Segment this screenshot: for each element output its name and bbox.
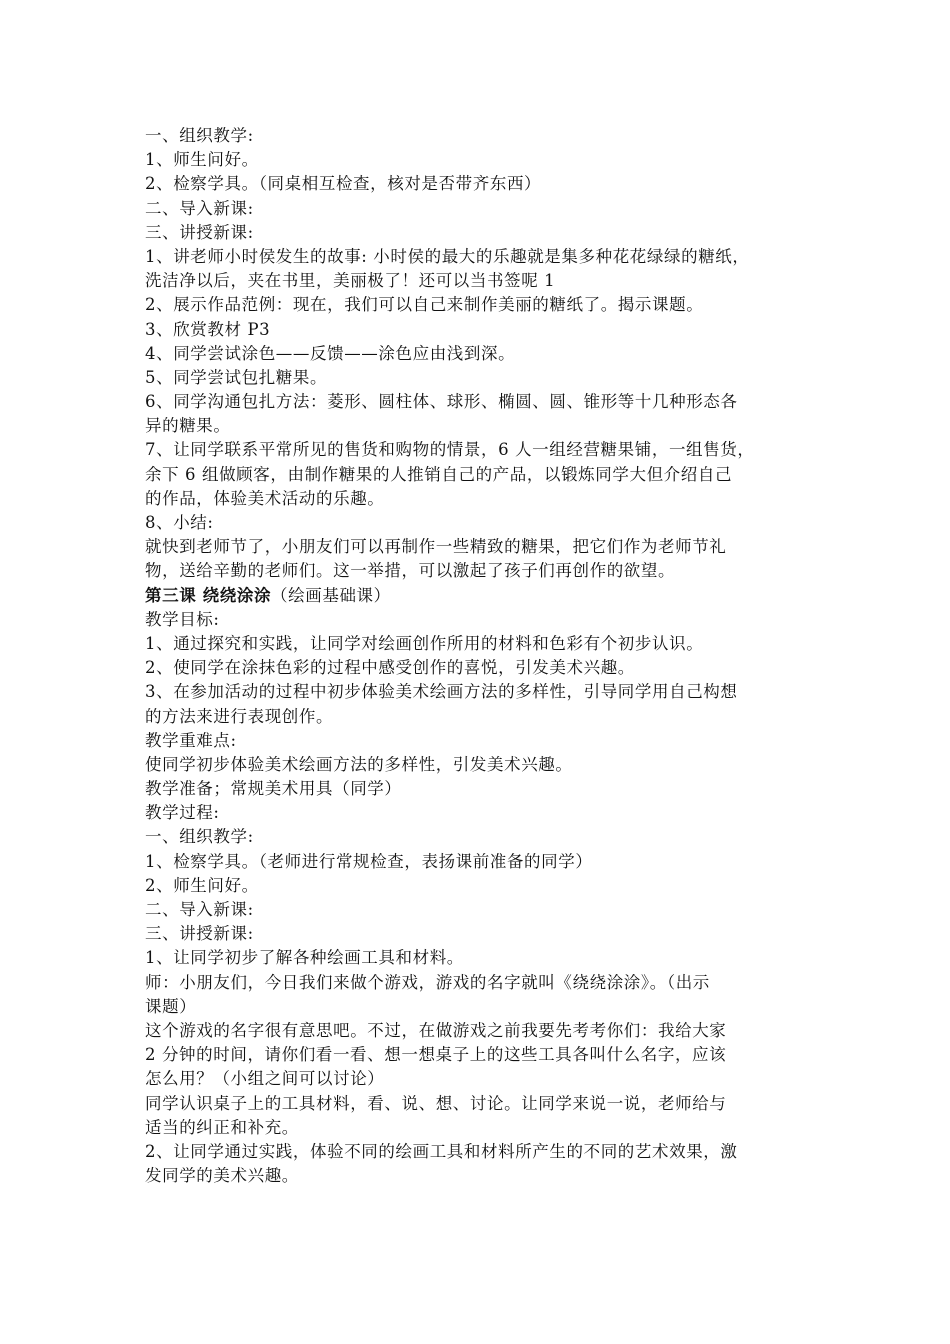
text-line: 2、师生问好。	[145, 875, 259, 895]
text-line: 的方法来进行表现创作。	[145, 706, 334, 726]
lesson-subtitle: （绘画基础课）	[271, 585, 391, 605]
document-body	[145, 124, 813, 1188]
text-line: 2、使同学在涂抹色彩的过程中感受创作的喜悦，引发美术兴趣。	[145, 658, 635, 678]
text-line: 教学过程:	[145, 803, 220, 823]
text-line: 的作品，体验美术活动的乐趣。	[145, 488, 385, 508]
text-line: 师：小朋友们，今日我们来做个游戏，游戏的名字就叫《绕绕涂涂》。（出示	[145, 972, 710, 992]
text-line: 三、讲授新课:	[145, 222, 254, 242]
text-line: 3、欣赏教材 P3	[145, 319, 271, 339]
text-line: 一、组织教学:	[145, 827, 254, 847]
text-line: 课题）	[145, 996, 197, 1016]
text-line: 异的糖果。	[145, 416, 231, 436]
text-line: 教学重难点:	[145, 730, 237, 750]
text-line: 物，送给辛勤的老师们。这一举措，可以激起了孩子们再创作的欲望。	[145, 561, 676, 581]
text-line: 二、导入新课:	[145, 198, 254, 218]
text-line: 1、检察学具。（老师进行常规检查，表扬课前准备的同学）	[145, 851, 593, 871]
text-line: 教学准备；常规美术用具（同学）	[145, 779, 402, 799]
text-line: 1、通过探究和实践，让同学对绘画创作所用的材料和色彩有个初步认识。	[145, 633, 704, 653]
text-line: 2、展示作品范例：现在，我们可以自己来制作美丽的糖纸了。揭示课题。	[145, 295, 704, 315]
text-line: 2、检察学具。（同桌相互检查，核对是否带齐东西）	[145, 174, 542, 194]
text-line: 就快到老师节了，小朋友们可以再制作一些精致的糖果，把它们作为老师节礼	[145, 537, 727, 557]
lesson-title: 第三课 绕绕涂涂	[145, 585, 272, 605]
text-line: 一、组织教学:	[145, 126, 254, 145]
text-line: 同学认识桌子上的工具材料，看、说、想、讨论。让同学来说一说，老师给与	[145, 1093, 727, 1113]
text-line: 7、让同学联系平常所见的售货和购物的情景，6 人一组经营糖果铺，一组售货，	[145, 440, 755, 460]
lesson-heading	[145, 584, 813, 608]
text-line: 2、让同学通过实践，体验不同的绘画工具和材料所产生的不同的艺术效果，激	[145, 1141, 738, 1161]
text-line: 1、让同学初步了解各种绘画工具和材料。	[145, 948, 464, 968]
text-line: 1、讲老师小时侯发生的故事: 小时侯的最大的乐趣就是集多种花花绿绿的糖纸，	[145, 246, 750, 266]
text-line: 5、同学尝试包扎糖果。	[145, 367, 328, 387]
text-line: 发同学的美术兴趣。	[145, 1166, 299, 1186]
text-line: 三、讲授新课:	[145, 924, 254, 944]
text-line: 6、同学沟通包扎方法：菱形、圆柱体、球形、椭圆、圆、锥形等十几种形态各	[145, 392, 738, 412]
text-line: 二、导入新课:	[145, 900, 254, 919]
text-line: 3、在参加活动的过程中初步体验美术绘画方法的多样性，引导同学用自己构想	[145, 682, 738, 702]
text-line: 这个游戏的名字很有意思吧。不过，在做游戏之前我要先考考你们：我给大家	[145, 1020, 727, 1040]
text-line: 怎么用？（小组之间可以讨论）	[145, 1069, 385, 1089]
text-line: 1、师生问好。	[145, 150, 259, 170]
text-line: 适当的纠正和补充。	[145, 1117, 299, 1137]
text-line: 2 分钟的时间，请你们看一看、想一想桌子上的这些工具各叫什么名字，应该	[145, 1045, 727, 1065]
text-line: 余下 6 组做顾客，由制作糖果的人推销自己的产品，以锻炼同学大但介绍自己	[145, 464, 733, 484]
text-line: 洗洁净以后，夹在书里，美丽极了！还可以当书签呢 1	[145, 271, 556, 291]
text-line: 8、小结:	[145, 513, 214, 532]
text-line: 4、同学尝试涂色——反馈——涂色应由浅到深。	[145, 343, 516, 363]
text-line: 使同学初步体验美术绘画方法的多样性，引发美术兴趣。	[145, 754, 573, 774]
text-line: 教学目标:	[145, 609, 220, 629]
